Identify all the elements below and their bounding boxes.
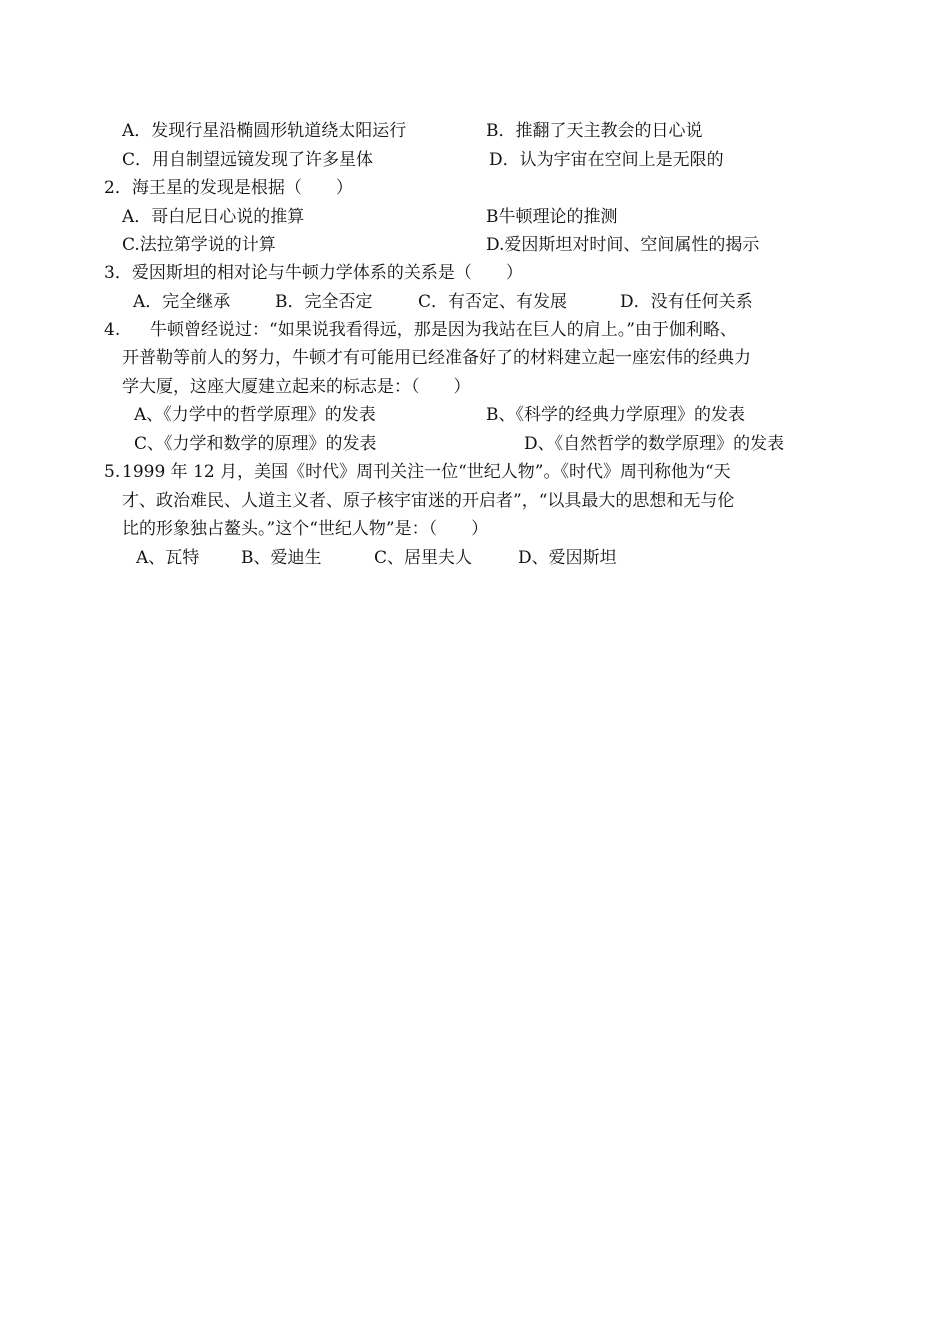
- q5-option-b: B、爱迪生: [241, 548, 322, 568]
- q4-stem-line-3: 学大厦，这座大厦建立起来的标志是：（ ）: [122, 377, 471, 397]
- q4-option-c: C、《力学和数学的原理》的发表: [134, 434, 377, 454]
- q2-stem: 2．海王星的发现是根据（ ）: [104, 178, 353, 198]
- q1-option-d: D．认为宇宙在空间上是无限的: [489, 150, 724, 170]
- q4-stem-line-1: 牛顿曾经说过：“如果说我看得远，那是因为我站在巨人的肩上。”由于伽利略、: [150, 320, 737, 340]
- q5-stem-line-3: 比的形象独占鳌头。”这个“世纪人物”是：（ ）: [122, 519, 489, 539]
- q4-stem-line-2: 开普勒等前人的努力，牛顿才有可能用已经准备好了的材料建立起一座宏伟的经典力: [122, 348, 751, 368]
- q4-option-d: D、《自然哲学的数学原理》的发表: [524, 434, 785, 454]
- q5-option-c: C、居里夫人: [374, 548, 473, 568]
- q2-option-a: A．哥白尼日心说的推算: [122, 207, 305, 227]
- q3-option-a: A．完全继承: [133, 292, 231, 312]
- q5-option-d: D、爱因斯坦: [518, 548, 617, 568]
- q1-option-c: C．用自制望远镜发现了许多星体: [122, 150, 374, 170]
- q1-option-a: A．发现行星沿椭圆形轨道绕太阳运行: [122, 121, 407, 141]
- q3-option-c: C．有否定、有发展: [418, 292, 568, 312]
- q2-option-d: D.爱因斯坦对时间、空间属性的揭示: [486, 235, 760, 255]
- q5-number: 5.: [104, 462, 121, 482]
- q5-stem-line-2: 才、政治难民、人道主义者、原子核宇宙迷的开启者”，“以具最大的思想和无与伦: [122, 491, 735, 511]
- q1-option-b: B．推翻了天主教会的日心说: [486, 121, 703, 141]
- q3-stem: 3．爱因斯坦的相对论与牛顿力学体系的关系是（ ）: [104, 263, 523, 283]
- q4-option-b: B、《科学的经典力学原理》的发表: [486, 405, 745, 425]
- q2-option-b: B牛顿理论的推测: [486, 207, 618, 227]
- q2-option-c: C.法拉第学说的计算: [122, 235, 276, 255]
- q3-option-d: D．没有任何关系: [620, 292, 753, 312]
- q5-option-a: A、瓦特: [136, 548, 200, 568]
- q4-option-a: A、《力学中的哲学原理》的发表: [134, 405, 376, 425]
- q5-stem-line-1: 1999 年 12 月，美国《时代》周刊关注一位“世纪人物”。《时代》周刊称他为“天: [122, 462, 731, 482]
- q4-number: 4.: [104, 320, 121, 340]
- q3-option-b: B．完全否定: [275, 292, 373, 312]
